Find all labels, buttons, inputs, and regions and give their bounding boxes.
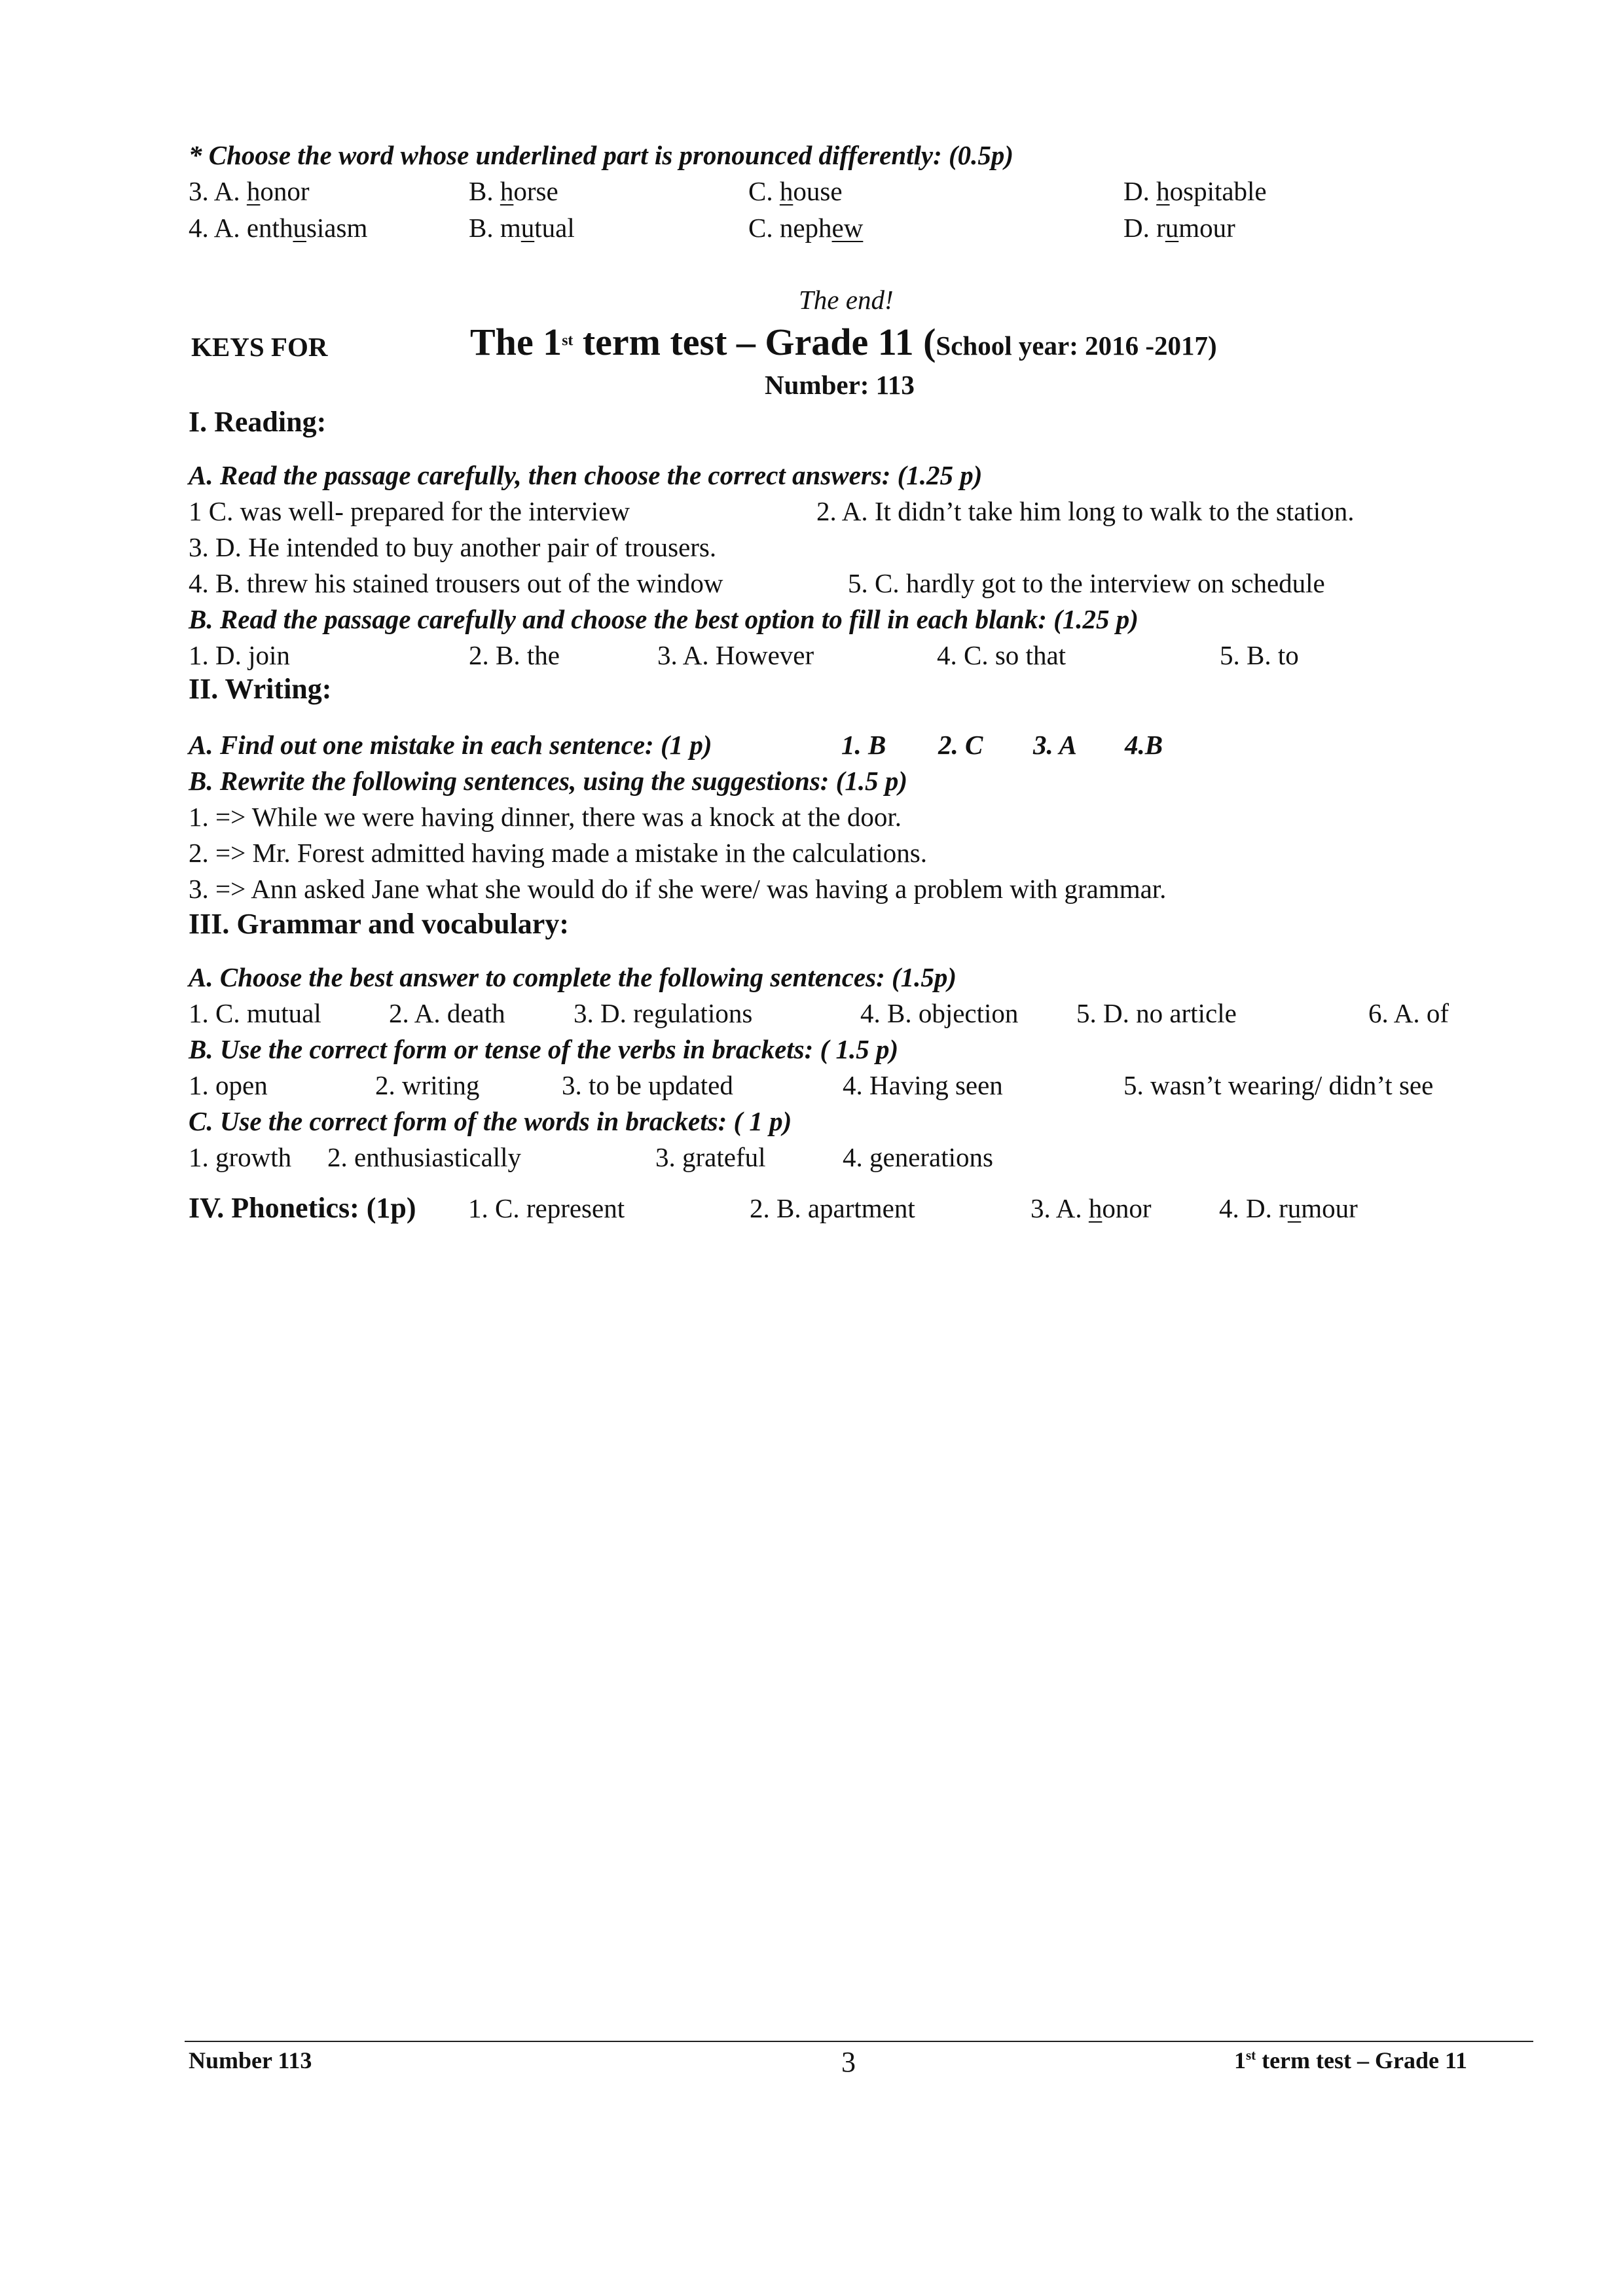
grammar-c-answer-1: 1. growth (189, 1142, 292, 1172)
reading-b-instruction: B. Read the passage carefully and choose the best option to fill in each blank: (1.25 p) (189, 604, 1139, 634)
reading-a-answer-5: 5. C. hardly got to the interview on schedule (848, 568, 1325, 598)
keys-label: KEYS FOR (191, 332, 328, 362)
writing-a-instruction: A. Find out one mistake in each sentence: (1 p) (189, 730, 712, 760)
grammar-a-answer-5: 5. D. no article (1076, 998, 1237, 1028)
writing-b-instruction: B. Rewrite the following sentences, using the suggestions: (1.5 p) (189, 766, 907, 796)
grammar-b-answer-3: 3. to be updated (562, 1070, 733, 1100)
reading-b-answer-3: 3. A. However (657, 640, 814, 670)
grammar-a-answer-6: 6. A. of (1368, 998, 1449, 1028)
grammar-c-instruction: C. Use the correct form of the words in brackets: ( 1 p) (189, 1106, 792, 1136)
footer-left: Number 113 (189, 2047, 312, 2073)
option-4b: B. mutual (469, 213, 575, 243)
grammar-b-answer-2: 2. writing (375, 1070, 480, 1100)
reading-b-answer-1: 1. D. join (189, 640, 290, 670)
keys-title: The 1st term test – Grade 11 (School year: 2016 -2017) (470, 321, 1217, 363)
reading-a-answer-1: 1 C. was well- prepared for the interview (189, 496, 630, 526)
grammar-heading: III. Grammar and vocabulary: (189, 908, 569, 940)
phonetics-key-answer-1: 1. C. represent (468, 1193, 625, 1223)
grammar-a-instruction: A. Choose the best answer to complete the following sentences: (1.5p) (189, 962, 957, 992)
phonetics-key-answer-4: 4. D. rumour (1219, 1193, 1358, 1223)
reading-a-answer-4: 4. B. threw his stained trousers out of the window (189, 568, 723, 598)
the-end-text: The end! (799, 285, 894, 315)
footer-rule (185, 2041, 1533, 2042)
grammar-c-answer-3: 3. grateful (655, 1142, 766, 1172)
grammar-c-answer-4: 4. generations (843, 1142, 993, 1172)
grammar-a-answer-3: 3. D. regulations (574, 998, 753, 1028)
grammar-a-answer-4: 4. B. objection (860, 998, 1019, 1028)
option-3c: C. house (748, 176, 843, 206)
keys-number: Number: 113 (765, 370, 915, 400)
option-3d: D. hospitable (1123, 176, 1267, 206)
writing-a-answer-4: 4.B (1125, 730, 1163, 760)
phonetics-key-answer-2: 2. B. apartment (750, 1193, 915, 1223)
grammar-b-instruction: B. Use the correct form or tense of the verbs in brackets: ( 1.5 p) (189, 1034, 899, 1064)
grammar-a-answer-2: 2. A. death (389, 998, 505, 1028)
writing-a-answer-2: 2. C (938, 730, 983, 760)
grammar-a-answer-1: 1. C. mutual (189, 998, 321, 1028)
option-3a: 3. A. honor (189, 176, 310, 206)
writing-a-answer-3: 3. A (1033, 730, 1077, 760)
phonetics-instruction: * Choose the word whose underlined part is pronounced differently: (0.5p) (189, 140, 1014, 170)
reading-heading: I. Reading: (189, 406, 327, 438)
option-3b: B. horse (469, 176, 558, 206)
phonetics-key-heading: IV. Phonetics: (1p) (189, 1192, 416, 1224)
writing-heading: II. Writing: (189, 673, 332, 705)
footer-right: 1st term test – Grade 11 (1234, 2047, 1467, 2073)
grammar-b-answer-5: 5. wasn’t wearing/ didn’t see (1123, 1070, 1434, 1100)
reading-a-answer-2: 2. A. It didn’t take him long to walk to the station. (816, 496, 1355, 526)
writing-b-answer-2: 2. => Mr. Forest admitted having made a mistake in the calculations. (189, 838, 927, 868)
reading-b-answer-2: 2. B. the (469, 640, 560, 670)
writing-b-answer-1: 1. => While we were having dinner, there was a knock at the door. (189, 802, 902, 832)
reading-a-instruction: A. Read the passage carefully, then choose the correct answers: (1.25 p) (189, 460, 983, 490)
option-4d: D. rumour (1123, 213, 1235, 243)
option-4a: 4. A. enthusiasm (189, 213, 368, 243)
reading-a-answer-3: 3. D. He intended to buy another pair of trousers. (189, 532, 717, 562)
option-4c: C. nephew (748, 213, 864, 243)
grammar-b-answer-1: 1. open (189, 1070, 268, 1100)
writing-b-answer-3: 3. => Ann asked Jane what she would do if she were/ was having a problem with grammar. (189, 874, 1167, 904)
reading-b-answer-4: 4. C. so that (937, 640, 1067, 670)
phonetics-key-answer-3: 3. A. honor (1030, 1193, 1152, 1223)
grammar-c-answer-2: 2. enthusiastically (327, 1142, 522, 1172)
reading-b-answer-5: 5. B. to (1220, 640, 1299, 670)
grammar-b-answer-4: 4. Having seen (843, 1070, 1003, 1100)
page-number: 3 (841, 2046, 856, 2078)
writing-a-answer-1: 1. B (841, 730, 886, 760)
